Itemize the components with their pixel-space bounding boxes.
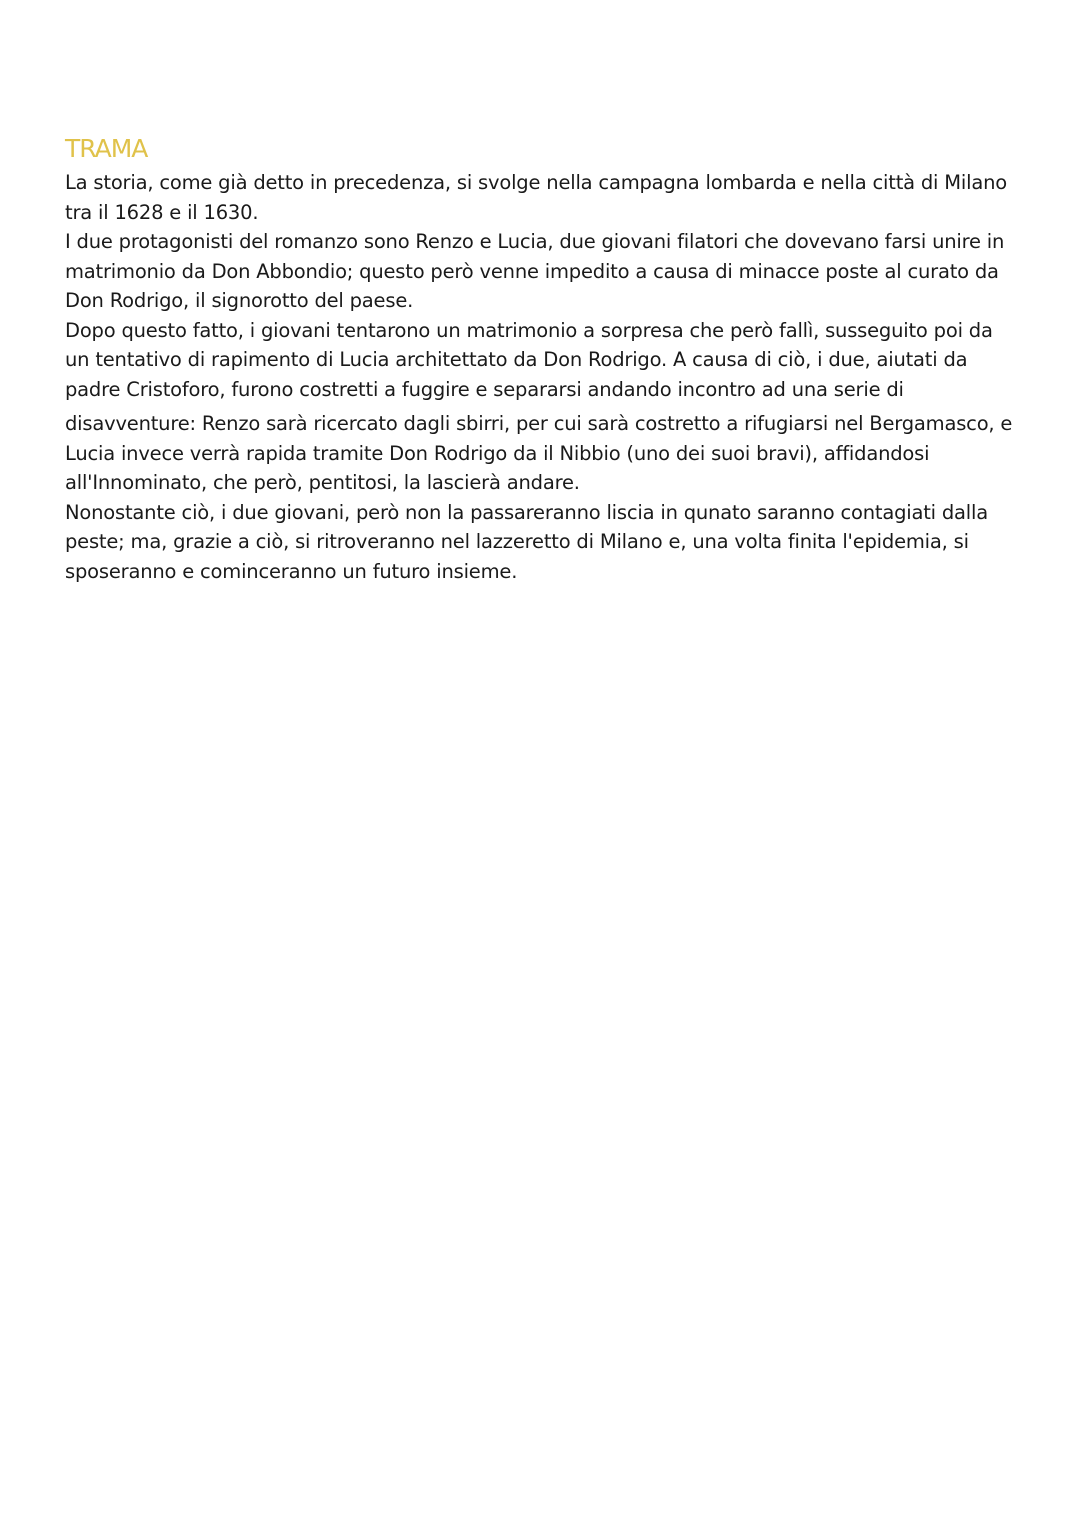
text-line: I due protagonisti del romanzo sono Renzo e Lucia, due giovani filatori che dovevano farsi unire in <box>65 230 1005 253</box>
text-line: sposeranno e cominceranno un futuro insieme. <box>65 559 518 583</box>
text-line: peste; ma, grazie a ciò, si ritroveranno nel lazzeretto di Milano e, una volta finita l'epidemia, si <box>65 530 969 553</box>
text-line: Don Rodrigo, il signorotto del paese. <box>65 289 414 312</box>
text-line: tra il 1628 e il 1630. <box>65 200 259 224</box>
text-line: Dopo questo fatto, i giovani tentarono un matrimonio a sorpresa che però fallì, susseguito poi da <box>65 318 993 342</box>
text-line: padre Cristoforo, furono costretti a fuggire e separarsi andando incontro ad una serie di <box>65 377 904 401</box>
text-line: Nonostante ciò, i due giovani, però non la passareranno liscia in qunato saranno contagiati dalla <box>65 500 988 524</box>
text-line: disavventure: Renzo sarà ricercato dagli sbirri, per cui sarà costretto a rifugiarsi nel Bergamasco, e <box>65 412 1013 435</box>
text-line: matrimonio da Don Abbondio; questo però venne impedito a causa di minacce poste al curato da <box>65 259 999 283</box>
text-line: Lucia invece verrà rapida tramite Don Rodrigo da il Nibbio (uno dei suoi bravi), affidandosi <box>65 441 930 465</box>
text-line: La storia, come già detto in precedenza, si svolge nella campagna lombarda e nella città di Milano <box>65 171 1007 194</box>
text-line: all'Innominato, che però, pentitosi, la lascierà andare. <box>65 471 580 494</box>
plot-summary <box>65 168 1015 586</box>
text-line: un tentativo di rapimento di Lucia architettato da Don Rodrigo. A causa di ciò, i due, aiutati da <box>65 348 968 371</box>
section-title: TRAMA <box>65 134 148 163</box>
